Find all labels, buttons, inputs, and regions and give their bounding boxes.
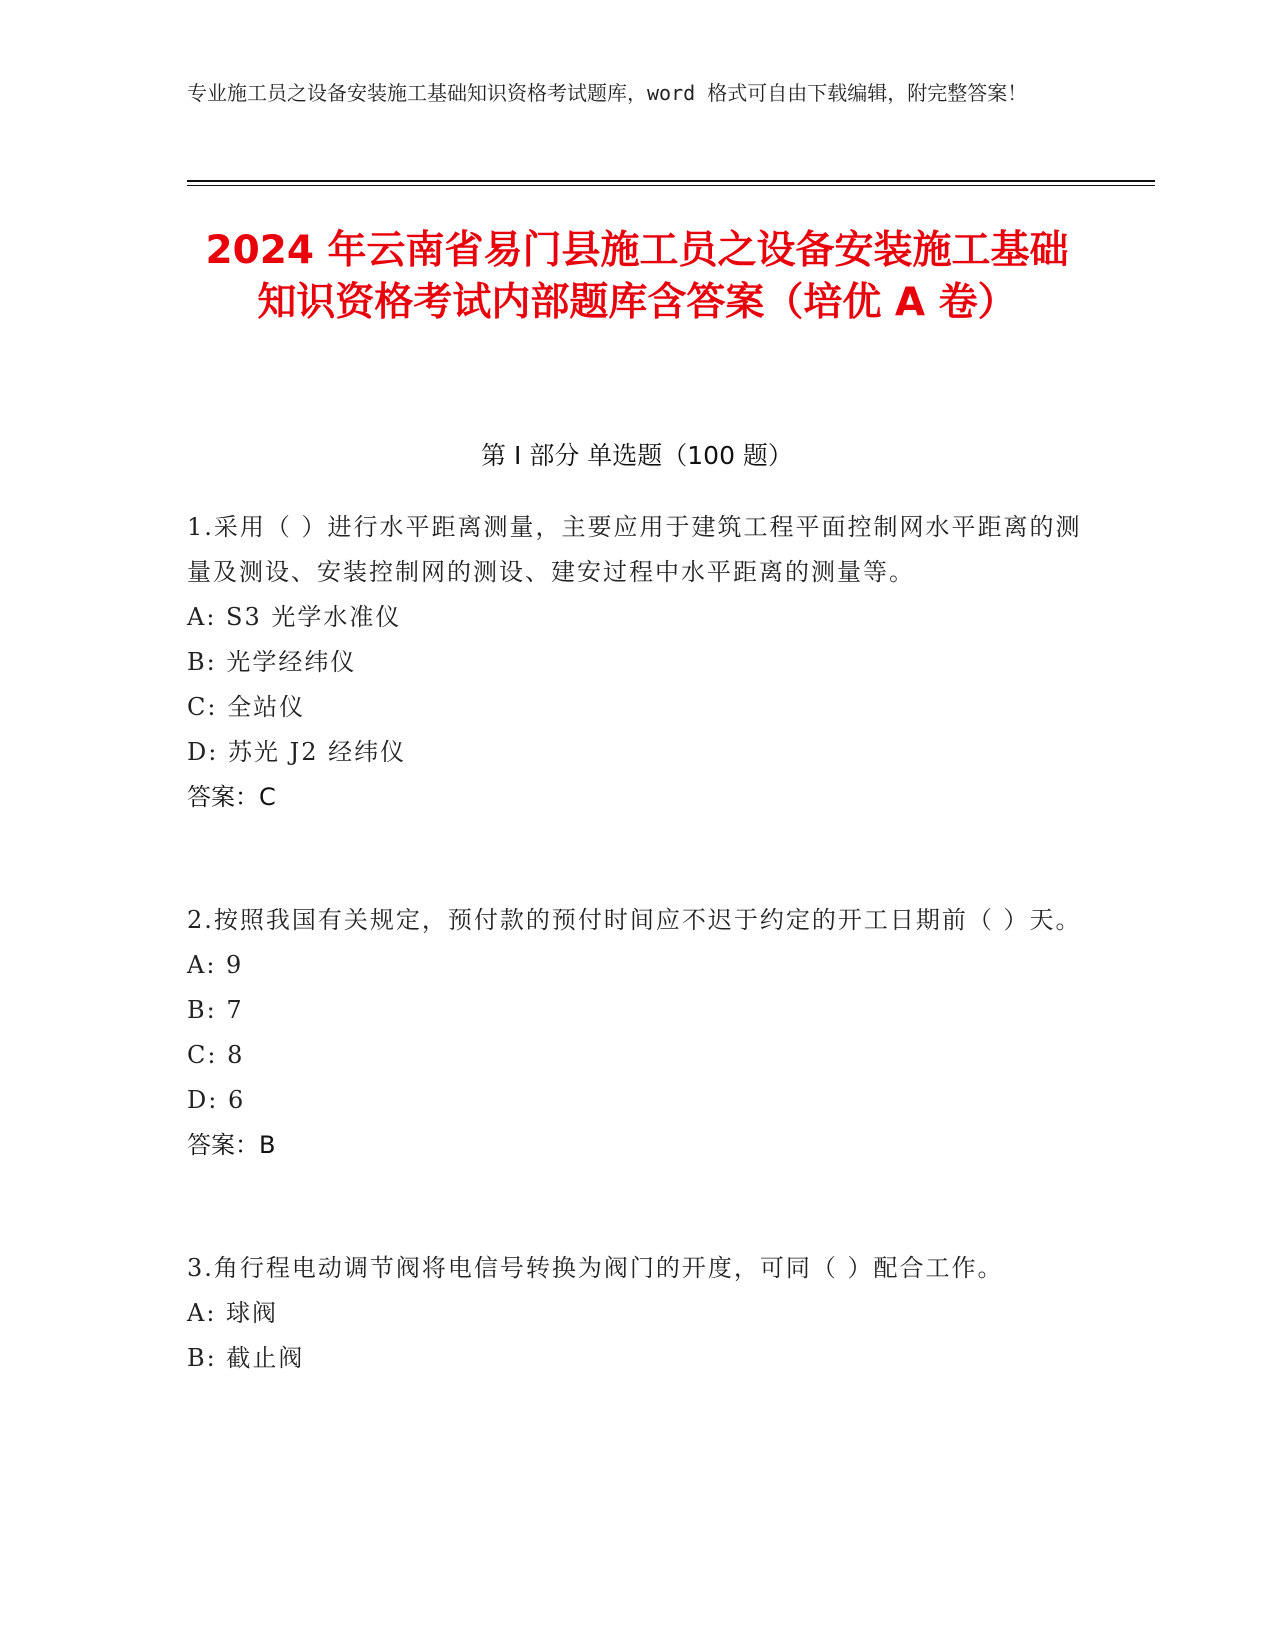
- option-a: A: 球阀: [187, 1299, 279, 1327]
- question-stem: 1.采用（ ）进行水平距离测量，主要应用于建筑工程平面控制网水平距离的测量及测设、安装控制网的测设、建安过程中水平距离的测量等。: [187, 513, 1082, 586]
- option-a: A: 9: [187, 951, 244, 979]
- option-d: D: 苏光 J2 经纬仪: [187, 738, 407, 766]
- option-c: C: 8: [187, 1041, 245, 1069]
- option-a: A: S3 光学水准仪: [187, 603, 402, 631]
- header-divider-thick: [187, 180, 1155, 182]
- answer-line: 答案：B: [187, 1131, 276, 1159]
- question-3: [187, 1246, 1087, 1381]
- header-divider-thin: [187, 185, 1155, 186]
- section-heading: 第 I 部分 单选题（100 题）: [481, 441, 793, 470]
- answer-line: 答案：C: [187, 783, 276, 811]
- header-note: 专业施工员之设备安装施工基础知识资格考试题库，word 格式可自由下载编辑，附完整答案！: [187, 81, 1028, 105]
- question-1: [187, 505, 1087, 820]
- option-c: C: 全站仪: [187, 693, 306, 721]
- option-b: B: 7: [187, 996, 244, 1024]
- question-stem: 2.按照我国有关规定，预付款的预付时间应不迟于约定的开工日期前（ ）天。: [187, 906, 1082, 934]
- option-b: B: 光学经纬仪: [187, 648, 357, 676]
- question-2: [187, 898, 1087, 1168]
- option-b: B: 截止阀: [187, 1344, 305, 1372]
- option-d: D: 6: [187, 1086, 246, 1114]
- document-title: 2024 年云南省易门县施工员之设备安装施工基础知识资格考试内部题库含答案（培优 A 卷）: [205, 228, 1069, 325]
- question-stem: 3.角行程电动调节阀将电信号转换为阀门的开度，可同（ ）配合工作。: [187, 1254, 1004, 1282]
